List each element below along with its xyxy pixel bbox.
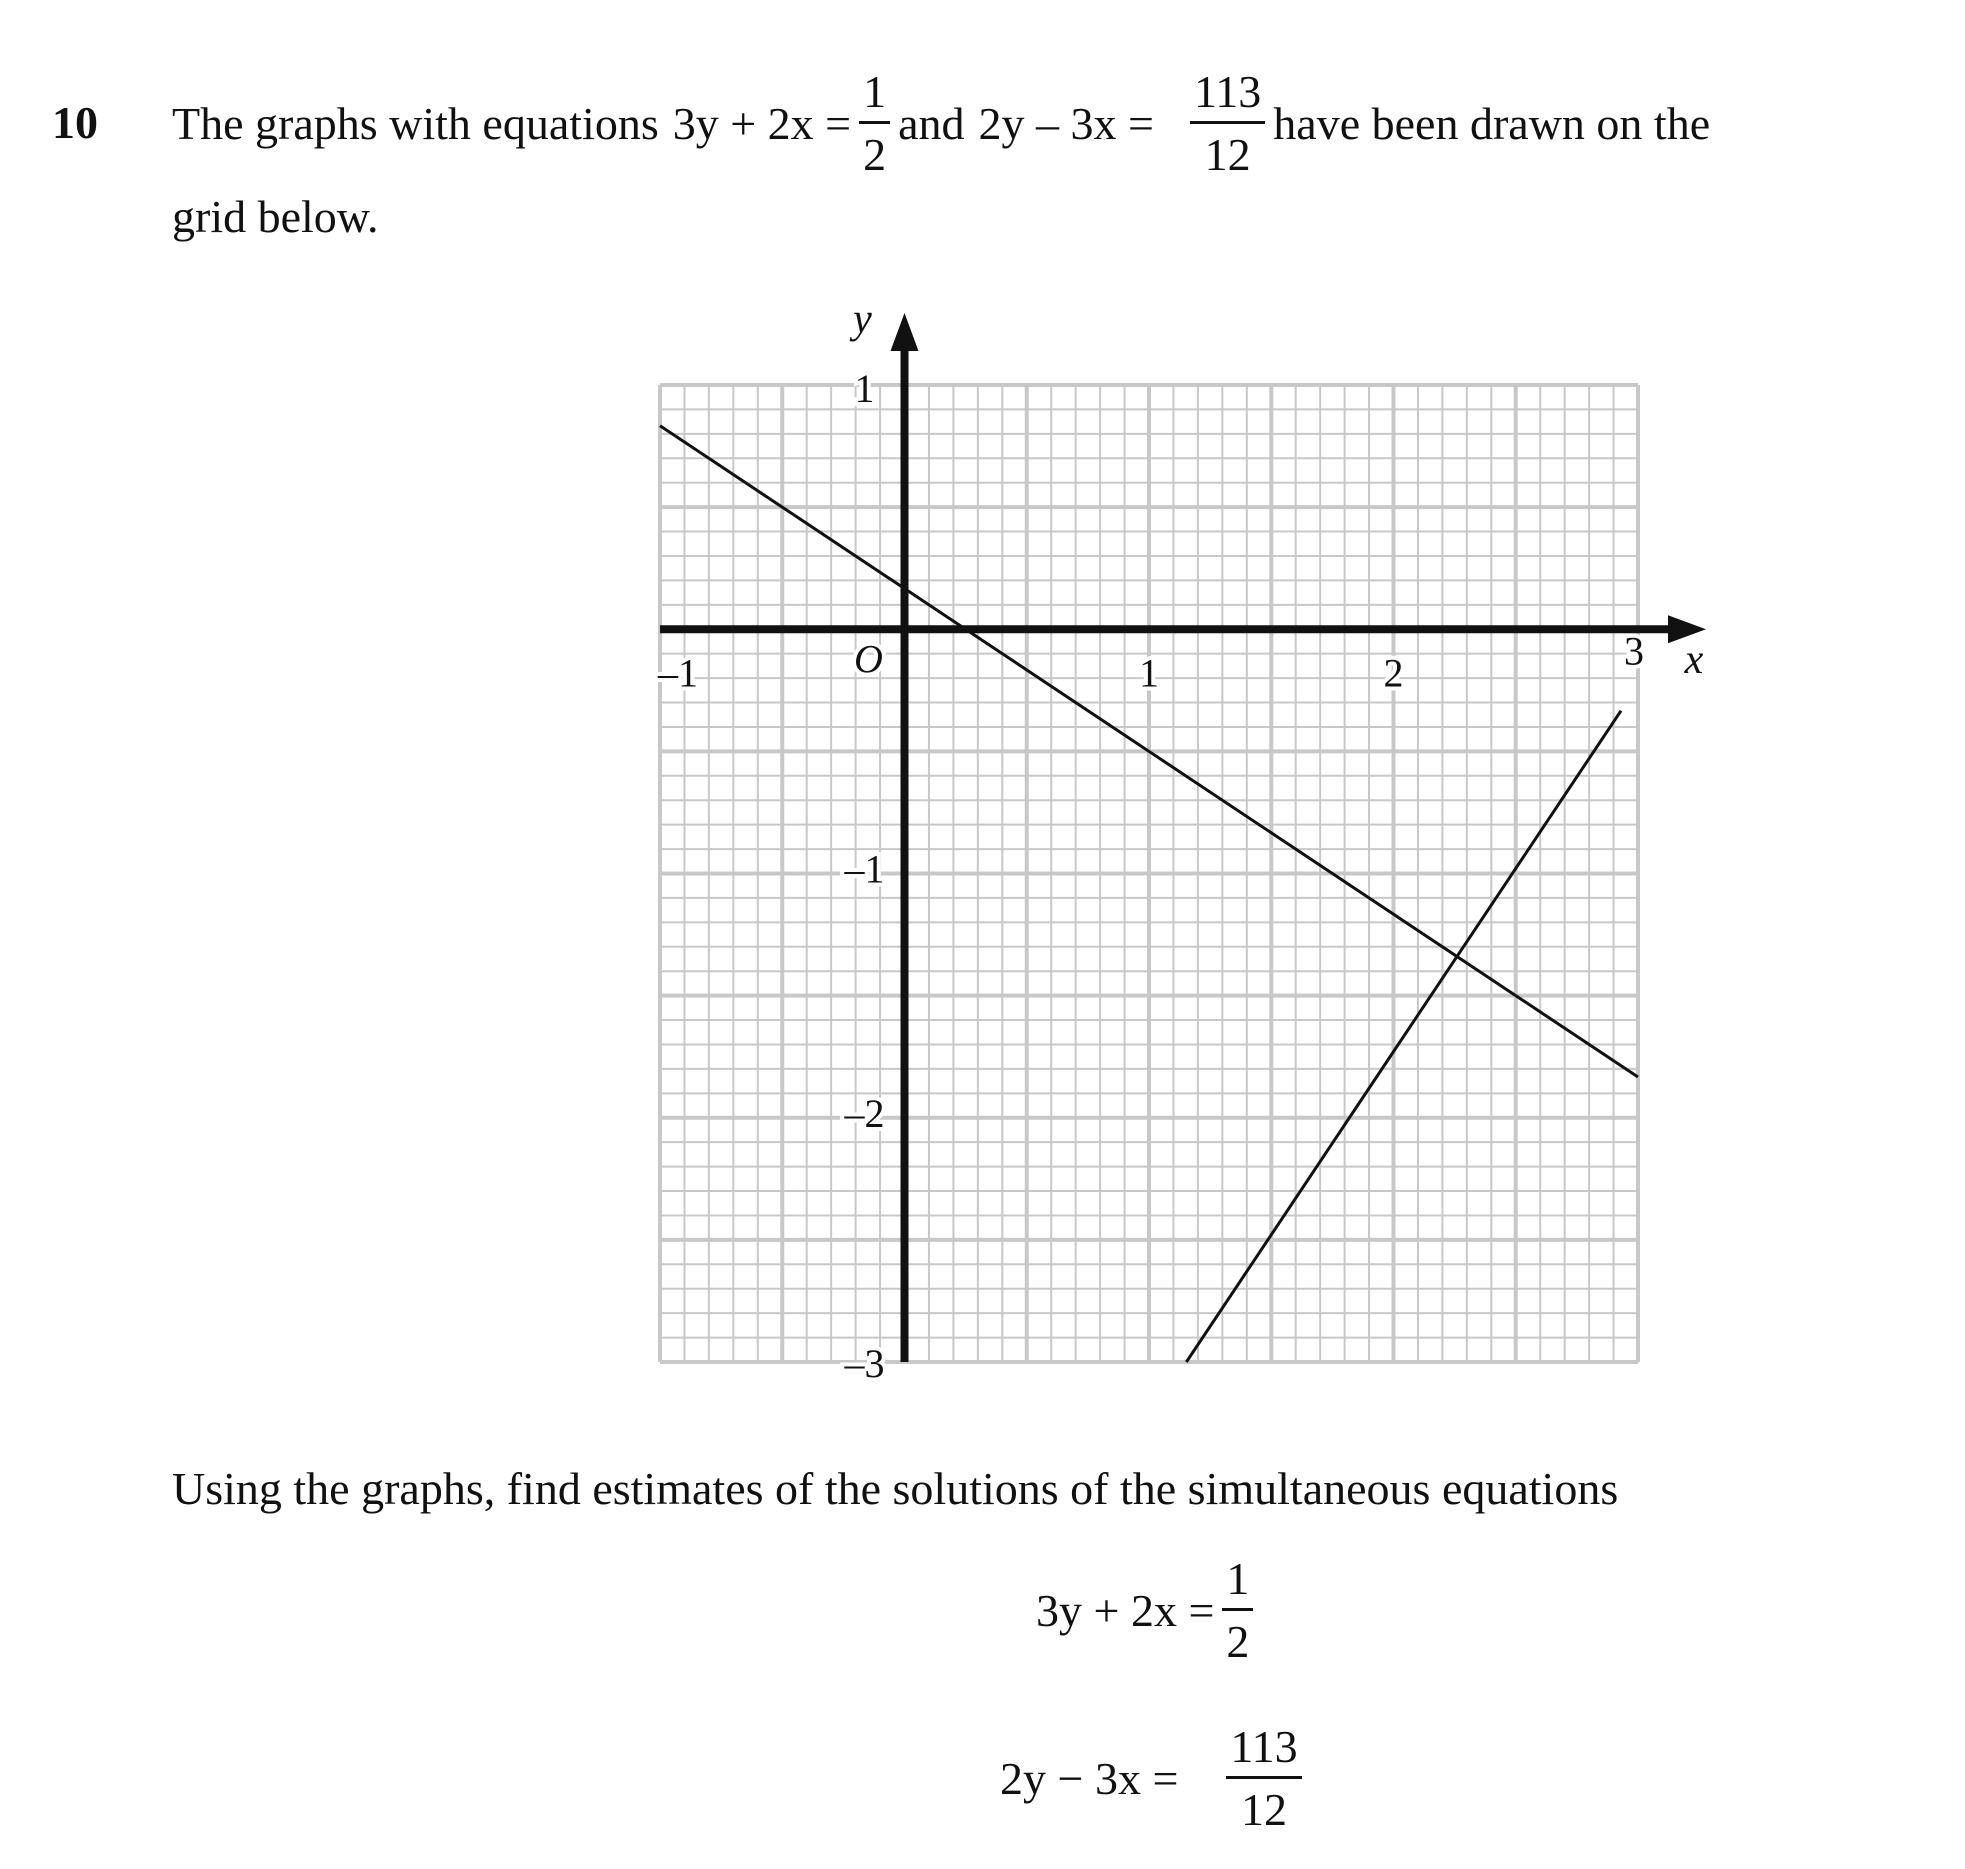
intro-prefix: The graphs with equations [172,97,659,149]
y-tick-label: –1 [844,846,885,892]
question-number: 10 [52,97,98,148]
y-tick-label: –3 [844,1341,885,1387]
system-equation-2 [1000,1721,1310,1835]
y-tick-label: 1 [854,366,875,412]
fraction-numerator: 113 [1226,1724,1301,1779]
y-axis-label: y [853,296,872,343]
system-eq2-fraction [1226,1721,1301,1835]
connector-text: and [898,97,965,149]
system-eq2-lhs: 2y − 3x = [1000,1753,1179,1804]
equation-a-lhs: 3y + 2x = [672,97,852,149]
x-tick-label: –1 [658,650,698,696]
system-eq1-fraction [1222,1553,1253,1667]
system-equation-1 [1036,1553,1261,1667]
fraction-numerator: 113 [1190,69,1265,124]
equation-b-lhs: 2y – 3x = [978,97,1154,149]
x-tick-label: 1 [1139,650,1159,696]
x-tick-label: 2 [1383,650,1404,696]
origin-label: O [854,636,883,682]
fraction-denominator: 12 [1204,128,1251,180]
intro-line-2: grid below. [172,191,379,242]
y-axis-arrow [891,313,919,351]
y-tick-label: –2 [844,1090,885,1136]
fraction-numerator: 1 [1222,1556,1253,1611]
fraction-denominator: 12 [1241,1784,1288,1835]
x-axis-label: x [1684,636,1704,683]
system-eq1-lhs: 3y + 2x = [1036,1585,1215,1636]
fraction-denominator: 2 [863,128,887,180]
x-tick-label: 3 [1624,628,1644,674]
intro-suffix: have been drawn on the [1273,97,1711,149]
instruction-text: Using the graphs, find estimates of the solutions of the simultaneous equations [172,1463,1619,1514]
fraction-numerator: 1 [859,69,890,124]
fraction-denominator: 2 [1226,1616,1250,1667]
